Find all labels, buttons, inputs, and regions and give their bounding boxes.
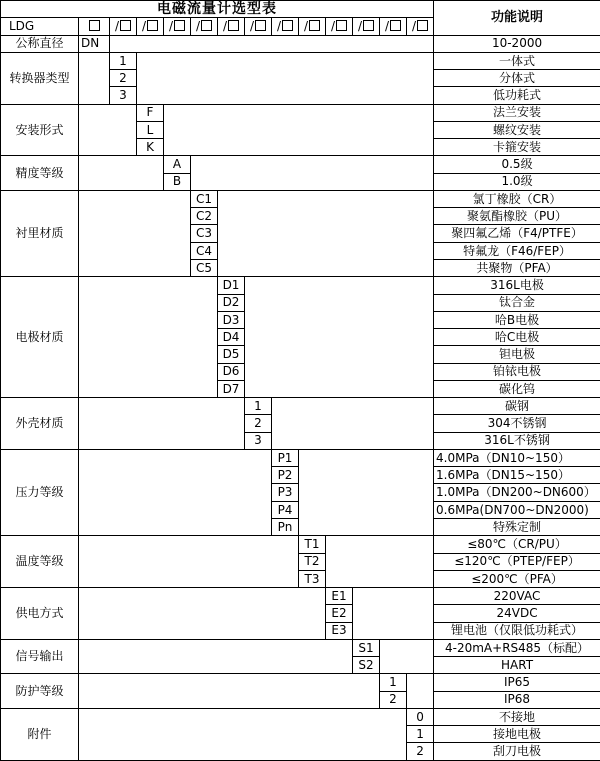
spacer-cell <box>79 449 272 535</box>
table-row <box>1 398 600 415</box>
table-row <box>1 35 600 52</box>
checkbox-slot-icon <box>89 20 100 31</box>
code-slot <box>164 18 191 35</box>
code-cell: E1 <box>326 588 353 605</box>
code-slot <box>353 18 380 35</box>
function-cell: 钽电极 <box>434 346 600 363</box>
slash-separator: / <box>250 19 254 33</box>
slash-separator: / <box>358 19 362 33</box>
function-cell: 1.6MPa（DN15~150） <box>434 467 600 484</box>
function-cell: 4-20mA+RS485（标配） <box>434 639 600 656</box>
table-row <box>1 536 600 553</box>
function-cell: 0.5级 <box>434 156 600 173</box>
spacer-cell <box>326 536 434 588</box>
function-cell: 法兰安装 <box>434 104 600 121</box>
spacer-cell <box>79 588 326 640</box>
checkbox-slot-icon <box>120 20 131 31</box>
function-cell: ≤120℃（PTEP/FEP） <box>434 553 600 570</box>
function-cell: 卡箍安装 <box>434 139 600 156</box>
checkbox-slot-icon <box>336 20 347 31</box>
code-cell: 1 <box>380 674 407 691</box>
slash-separator: / <box>385 19 389 33</box>
code-slot-first <box>79 18 110 35</box>
function-cell: 聚氨酯橡胶（PU） <box>434 208 600 225</box>
table-row <box>1 449 600 466</box>
code-cell: D4 <box>218 329 245 346</box>
model-prefix-label: LDG <box>1 18 79 35</box>
table-row <box>1 639 600 656</box>
checkbox-slot-icon <box>390 20 401 31</box>
checkbox-slot-icon <box>282 20 293 31</box>
code-cell: E2 <box>326 605 353 622</box>
code-slot <box>218 18 245 35</box>
code-cell: L <box>137 121 164 138</box>
category-label: 温度等级 <box>1 536 79 588</box>
spacer-cell <box>299 449 434 535</box>
spacer-cell <box>79 674 380 709</box>
checkbox-slot-icon <box>309 20 320 31</box>
spacer-cell <box>79 156 164 191</box>
category-label: 防护等级 <box>1 674 79 709</box>
code-cell: S2 <box>353 657 380 674</box>
function-cell: 锂电池（仅限低功耗式） <box>434 622 600 639</box>
spacer-cell <box>79 708 407 760</box>
function-cell: 不接地 <box>434 708 600 725</box>
slash-separator: / <box>196 19 200 33</box>
spacer-cell <box>380 639 434 674</box>
title-row <box>1 1 600 18</box>
function-cell: ≤200℃（PFA） <box>434 570 600 587</box>
checkbox-slot-icon <box>228 20 239 31</box>
table-row <box>1 52 600 69</box>
function-cell: 304不锈钢 <box>434 415 600 432</box>
code-slot <box>110 18 137 35</box>
function-cell: 碳化钨 <box>434 380 600 397</box>
code-slot <box>380 18 407 35</box>
spacer-cell <box>79 398 245 450</box>
function-cell: 10-2000 <box>434 35 600 52</box>
checkbox-slot-icon <box>417 20 428 31</box>
code-cell: P2 <box>272 467 299 484</box>
slash-separator: / <box>115 19 119 33</box>
function-cell: ≤80℃（CR/PU） <box>434 536 600 553</box>
code-cell: A <box>164 156 191 173</box>
function-cell: 1.0MPa（DN200~DN600） <box>434 484 600 501</box>
table-row <box>1 674 600 691</box>
spacer-cell <box>79 277 218 398</box>
code-cell: C2 <box>191 208 218 225</box>
function-cell: 铂铱电极 <box>434 363 600 380</box>
code-cell: D3 <box>218 311 245 328</box>
code-cell: T3 <box>299 570 326 587</box>
function-cell: 316L不锈钢 <box>434 432 600 449</box>
slash-separator: / <box>142 19 146 33</box>
code-cell: K <box>137 139 164 156</box>
function-cell: 低功耗式 <box>434 87 600 104</box>
slash-separator: / <box>277 19 281 33</box>
table-row <box>1 708 600 725</box>
function-cell: 钛合金 <box>434 294 600 311</box>
slash-separator: / <box>169 19 173 33</box>
code-cell: D5 <box>218 346 245 363</box>
category-label: 外壳材质 <box>1 398 79 450</box>
checkbox-slot-icon <box>363 20 374 31</box>
code-slot <box>137 18 164 35</box>
spacer-cell <box>79 639 353 674</box>
category-label: 安装形式 <box>1 104 79 156</box>
function-cell: 共聚物（PFA） <box>434 259 600 276</box>
spacer-cell <box>218 190 434 276</box>
checkbox-slot-icon <box>147 20 158 31</box>
function-cell: 特殊定制 <box>434 518 600 535</box>
code-cell: 1 <box>407 726 434 743</box>
category-label: 信号输出 <box>1 639 79 674</box>
code-cell: 2 <box>380 691 407 708</box>
code-cell: D1 <box>218 277 245 294</box>
code-cell: P1 <box>272 449 299 466</box>
function-cell: IP65 <box>434 674 600 691</box>
spacer-cell <box>353 588 434 640</box>
category-label: 供电方式 <box>1 588 79 640</box>
code-cell: T2 <box>299 553 326 570</box>
function-cell: 哈C电极 <box>434 329 600 346</box>
spacer-cell <box>272 398 434 450</box>
category-label: 附件 <box>1 708 79 760</box>
code-cell: 2 <box>245 415 272 432</box>
function-cell: 分体式 <box>434 70 600 87</box>
category-label: 转换器类型 <box>1 52 79 104</box>
function-cell: 聚四氟乙烯（F4/PTFE） <box>434 225 600 242</box>
code-slot <box>407 18 434 35</box>
function-cell: IP68 <box>434 691 600 708</box>
code-cell: Pn <box>272 518 299 535</box>
code-cell: D6 <box>218 363 245 380</box>
spacer-cell <box>110 35 434 52</box>
code-cell: P3 <box>272 484 299 501</box>
code-cell: B <box>164 173 191 190</box>
table-title: 电磁流量计选型表 <box>1 1 434 18</box>
function-cell: 1.0级 <box>434 173 600 190</box>
function-cell: 一体式 <box>434 52 600 69</box>
code-cell: D7 <box>218 380 245 397</box>
function-cell: 24VDC <box>434 605 600 622</box>
function-cell: 氯丁橡胶（CR） <box>434 190 600 207</box>
code-cell: 3 <box>110 87 137 104</box>
code-cell: C4 <box>191 242 218 259</box>
spacer-cell <box>191 156 434 191</box>
function-cell: HART <box>434 657 600 674</box>
function-column-header: 功能说明 <box>434 1 600 36</box>
code-cell: 1 <box>245 398 272 415</box>
spacer-cell <box>79 52 110 104</box>
spacer-cell <box>164 104 434 156</box>
function-cell: 特氟龙（F46/FEP） <box>434 242 600 259</box>
slash-separator: / <box>331 19 335 33</box>
function-cell: 0.6MPa(DN700~DN2000) <box>434 501 600 518</box>
code-cell: C3 <box>191 225 218 242</box>
function-cell: 220VAC <box>434 588 600 605</box>
category-label: 电极材质 <box>1 277 79 398</box>
code-cell: F <box>137 104 164 121</box>
code-slot <box>191 18 218 35</box>
code-cell: 2 <box>110 70 137 87</box>
table-row <box>1 104 600 121</box>
category-label: 精度等级 <box>1 156 79 191</box>
category-label: 衬里材质 <box>1 190 79 276</box>
spacer-cell <box>407 674 434 709</box>
category-label: 压力等级 <box>1 449 79 535</box>
category-label: 公称直径 <box>1 35 79 52</box>
code-slot <box>326 18 353 35</box>
slash-separator: / <box>412 19 416 33</box>
spacer-cell <box>245 277 434 398</box>
slash-separator: / <box>223 19 227 33</box>
code-cell: S1 <box>353 639 380 656</box>
code-slot <box>299 18 326 35</box>
code-cell: 0 <box>407 708 434 725</box>
slash-separator: / <box>304 19 308 33</box>
code-cell: 2 <box>407 743 434 760</box>
code-cell: DN <box>79 35 110 52</box>
code-slot <box>272 18 299 35</box>
spacer-cell <box>79 536 299 588</box>
function-cell: 接地电极 <box>434 726 600 743</box>
spacer-cell <box>79 190 191 276</box>
table-row <box>1 277 600 294</box>
function-cell: 316L电极 <box>434 277 600 294</box>
checkbox-slot-icon <box>174 20 185 31</box>
spacer-cell <box>137 52 434 104</box>
code-cell: D2 <box>218 294 245 311</box>
function-cell: 4.0MPa（DN10~150） <box>434 449 600 466</box>
spacer-cell <box>79 104 137 156</box>
code-slot <box>245 18 272 35</box>
table-row <box>1 588 600 605</box>
function-cell: 刮刀电极 <box>434 743 600 760</box>
code-cell: 3 <box>245 432 272 449</box>
checkbox-slot-icon <box>201 20 212 31</box>
code-cell: C1 <box>191 190 218 207</box>
function-cell: 碳钢 <box>434 398 600 415</box>
code-cell: P4 <box>272 501 299 518</box>
code-cell: T1 <box>299 536 326 553</box>
table-row <box>1 156 600 173</box>
code-cell: C5 <box>191 259 218 276</box>
code-cell: E3 <box>326 622 353 639</box>
function-cell: 螺纹安装 <box>434 121 600 138</box>
table-row <box>1 190 600 207</box>
checkbox-slot-icon <box>255 20 266 31</box>
function-cell: 哈B电极 <box>434 311 600 328</box>
code-cell: 1 <box>110 52 137 69</box>
